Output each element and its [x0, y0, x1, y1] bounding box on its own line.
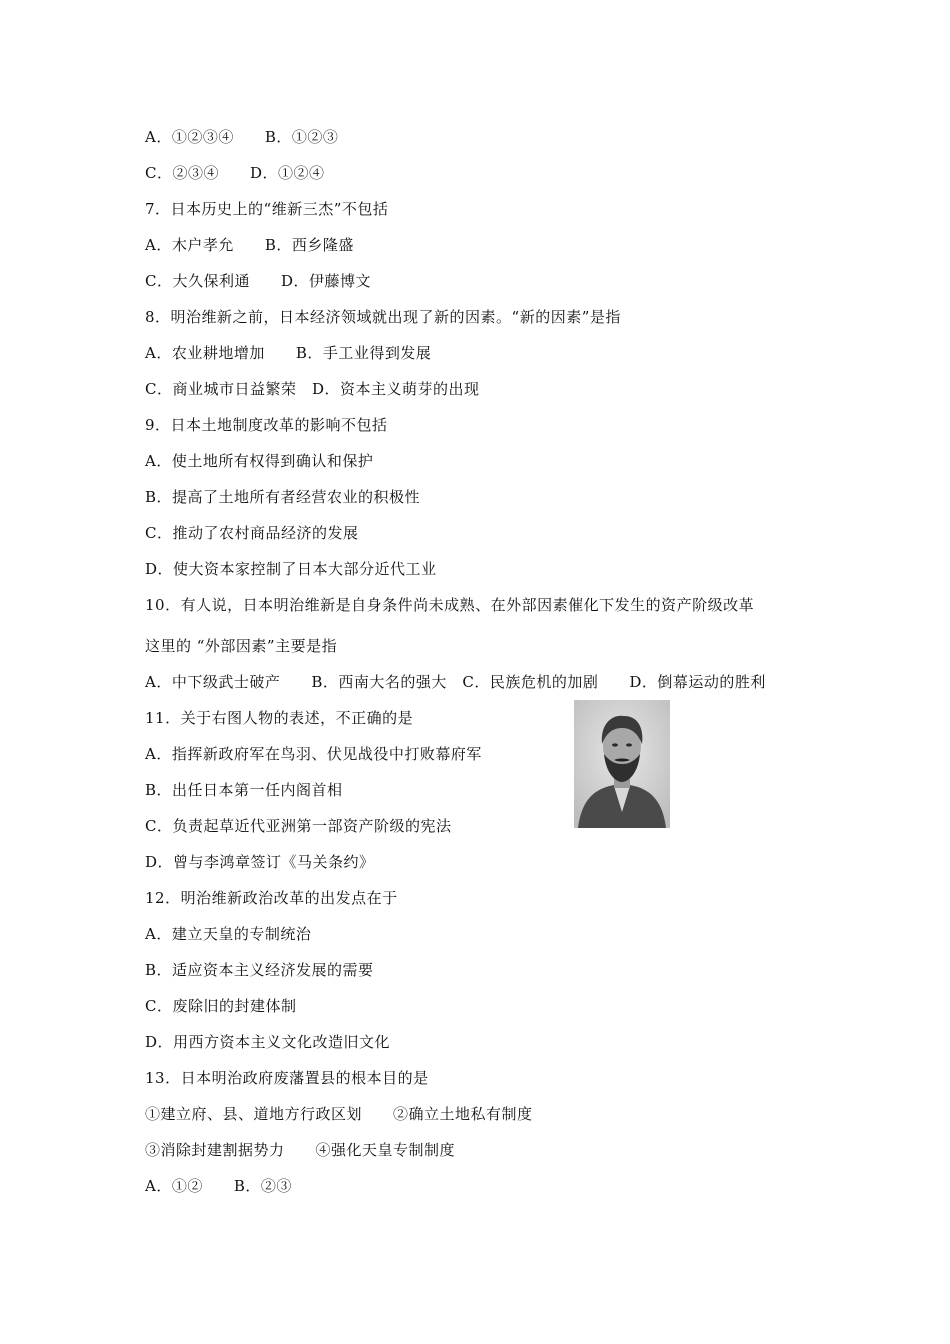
q10-stem-cont: 这里的 “外部因素”主要是指: [145, 637, 338, 655]
q12-option-b: B．适应资本主义经济发展的需要: [145, 961, 374, 979]
q7-stem: 7．日本历史上的“维新三杰”不包括: [145, 200, 389, 218]
q10-options: A．中下级武士破产 B．西南大名的强大 C．民族危机的加剧 D．倒幕运动的胜利: [145, 673, 766, 691]
q9-stem: 9．日本土地制度改革的影响不包括: [145, 416, 388, 434]
q12-option-c: C．废除旧的封建体制: [145, 997, 297, 1015]
q13-options-ab: A．①② B．②③: [145, 1177, 292, 1195]
q11-option-c: C．负责起草近代亚洲第一部资产阶级的宪法: [145, 817, 452, 835]
q11-option-d: D．曾与李鸿章签订《马关条约》: [145, 853, 375, 871]
q7-options-ab: A．木户孝允 B．西乡隆盛: [145, 236, 354, 254]
q11-option-b: B．出任日本第一任内阁首相: [145, 781, 343, 799]
q7-options-cd: C．大久保利通 D．伊藤博文: [145, 272, 372, 290]
q6-options-cd: C．②③④ D．①②④: [145, 164, 325, 182]
q12-option-d: D．用西方资本主义文化改造旧文化: [145, 1033, 391, 1051]
q11-option-a: A．指挥新政府军在鸟羽、伏见战役中打败幕府军: [145, 745, 482, 763]
q9-option-c: C．推动了农村商品经济的发展: [145, 524, 359, 542]
portrait-image: [574, 700, 670, 828]
q11-stem: 11．关于右图人物的表述，不正确的是: [145, 709, 414, 727]
q6-options-ab: A．①②③④ B．①②③: [145, 128, 339, 146]
q13-items-12: ①建立府、县、道地方行政区划 ②确立土地私有制度: [145, 1105, 533, 1123]
q12-stem: 12．明治维新政治改革的出发点在于: [145, 889, 398, 907]
q9-option-b: B．提高了土地所有者经营农业的积极性: [145, 488, 421, 506]
q13-stem: 13．日本明治政府废藩置县的根本目的是: [145, 1069, 429, 1087]
q9-option-a: A．使土地所有权得到确认和保护: [145, 452, 374, 470]
q13-items-34: ③消除封建割据势力 ④强化天皇专制制度: [145, 1141, 456, 1159]
q10-stem: 10．有人说，日本明治维新是自身条件尚未成熟、在外部因素催化下发生的资产阶级改革: [145, 596, 755, 614]
q8-options-ab: A．农业耕地增加 B．手工业得到发展: [145, 344, 432, 362]
q9-option-d: D．使大资本家控制了日本大部分近代工业: [145, 560, 437, 578]
q8-stem: 8．明治维新之前，日本经济领域就出现了新的因素。“新的因素”是指: [145, 308, 621, 326]
q12-option-a: A．建立天皇的专制统治: [145, 925, 312, 943]
q8-options-cd: C．商业城市日益繁荣 D．资本主义萌芽的出现: [145, 380, 480, 398]
